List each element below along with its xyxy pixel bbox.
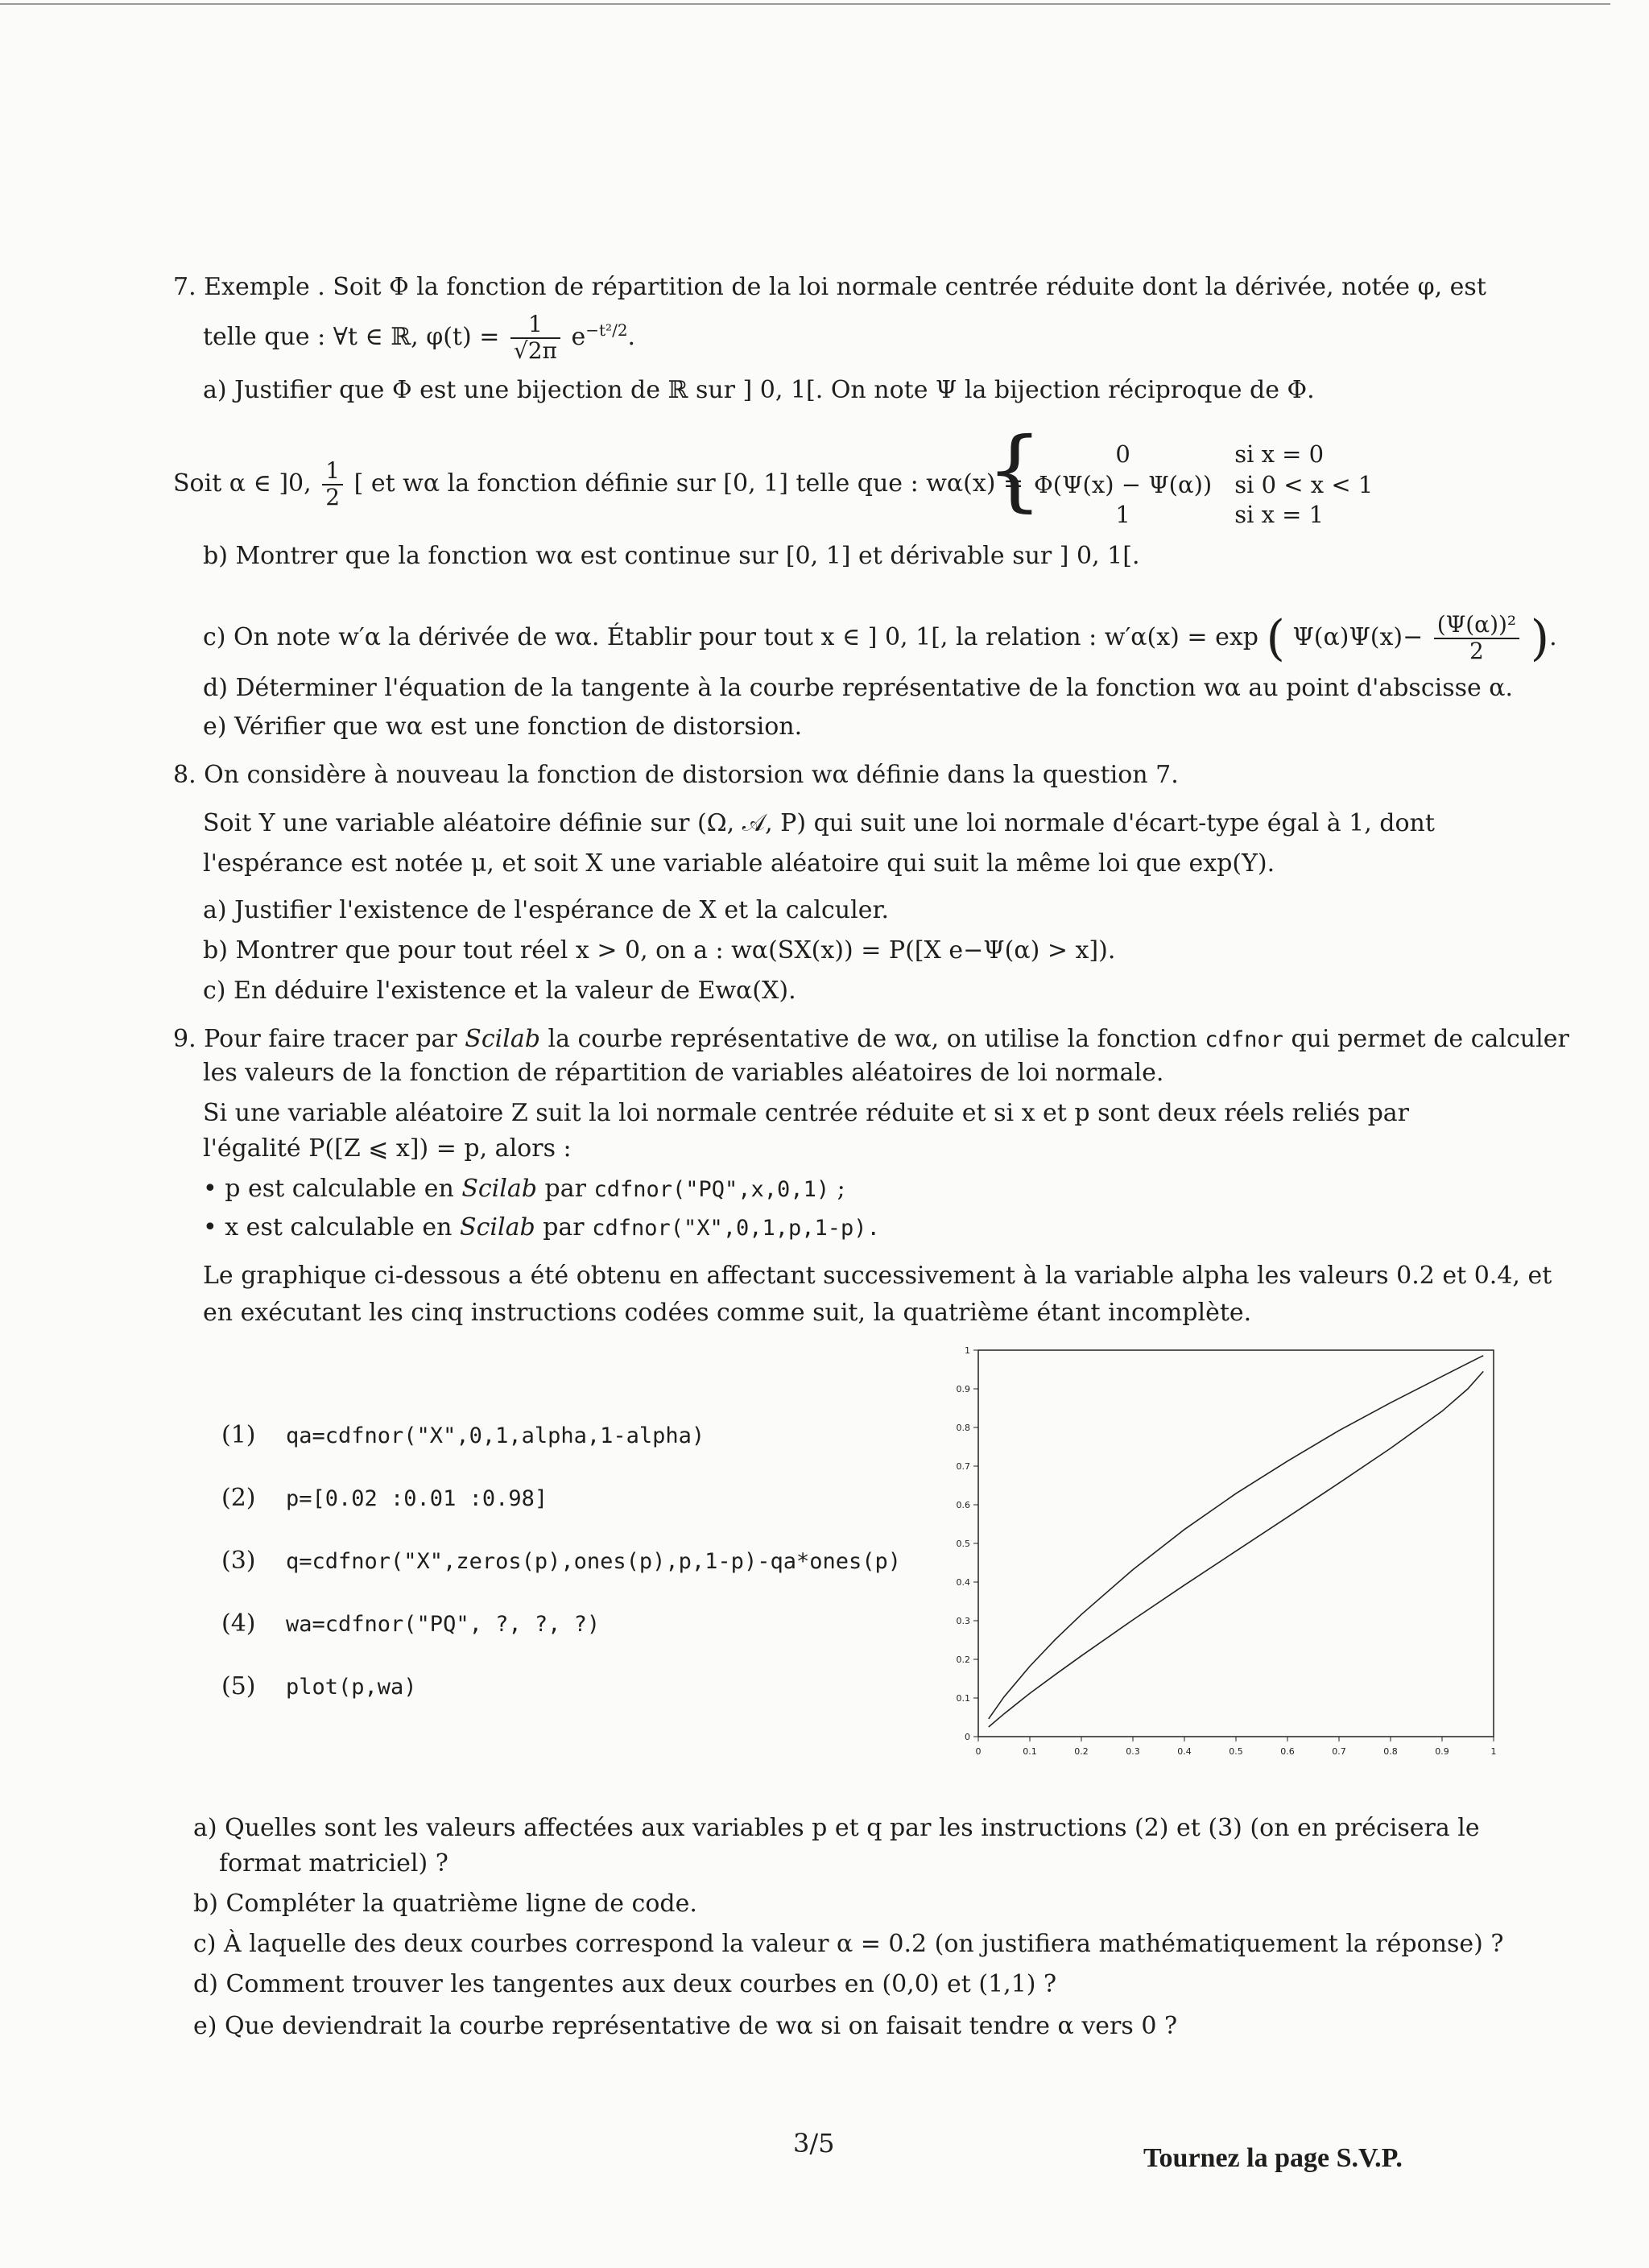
q7-def-fraction <box>322 459 343 510</box>
q7-c-num: (Ψ(α))² <box>1434 613 1519 639</box>
x-tick-label: 1 <box>1490 1746 1497 1757</box>
y-tick-label: 0.1 <box>956 1693 970 1704</box>
case-3-value: 1 <box>1115 501 1130 529</box>
y-tick-label: 0.3 <box>956 1616 970 1626</box>
x-tick-label: 0.2 <box>1074 1746 1089 1757</box>
series-line-2 <box>989 1371 1483 1727</box>
q7-e: e) Vérifier que wα est une fonction de distorsion. <box>203 713 803 741</box>
paren-right: ) <box>1530 610 1550 667</box>
q9-bullet-1-b: par <box>544 1175 586 1203</box>
q7-phi-def-lead: telle que : ∀t ∈ ℝ, φ(t) = <box>203 322 500 351</box>
code-line-text: p=[0.02 :0.01 :0.98] <box>286 1486 548 1511</box>
q8-c: c) En déduire l'existence et la valeur de Ewα(X). <box>203 977 796 1005</box>
q9-z-line-2: l'égalité P([Z ⩽ x]) = p, alors : <box>203 1134 572 1163</box>
q8-y-line-1: Soit Y une variable aléatoire définie sur (Ω, 𝒜, P) qui suit une loi normale d'écart-type égal à 1, dont <box>203 809 1435 837</box>
x-tick-label: 0.6 <box>1280 1746 1295 1757</box>
code-line <box>221 1605 600 1642</box>
code-line-number: (4) <box>221 1609 256 1638</box>
code-line <box>221 1480 548 1516</box>
x-tick-label: 0.7 <box>1332 1746 1346 1757</box>
case-2-value: Φ(Ψ(x) − Ψ(α)) <box>1034 470 1213 498</box>
q9-intro-line-1 <box>173 1021 1569 1057</box>
y-tick-label: 0.7 <box>956 1461 970 1472</box>
q9-bullet-1-end: ; <box>837 1175 845 1203</box>
q9-d: d) Comment trouver les tangentes aux deux courbes en (0,0) et (1,1) ? <box>193 1970 1057 1998</box>
x-tick-label: 0.4 <box>1177 1746 1192 1757</box>
case-3-condition: si x = 1 <box>1234 501 1325 529</box>
turn-page-note: Tournez la page S.V.P. <box>1143 2143 1403 2173</box>
case-row-2 <box>1023 470 1384 501</box>
q9-bullet-2-a: • x est calculable en <box>203 1213 453 1241</box>
x-tick-label: 0.3 <box>1126 1746 1140 1757</box>
q9-cdfnor-code: cdfnor <box>1205 1027 1283 1052</box>
x-tick-label: 0.8 <box>1383 1746 1398 1757</box>
q9-scilab-1: Scilab <box>465 1025 540 1053</box>
q9-intro-1a: 9. Pour faire tracer par <box>173 1025 457 1053</box>
y-tick-label: 0.2 <box>956 1655 970 1665</box>
q9-bullet-1 <box>203 1171 845 1207</box>
series-line-1 <box>989 1356 1483 1719</box>
q8-intro: 8. On considère à nouveau la fonction de distorsion wα définie dans la question 7. <box>173 761 1179 789</box>
q9-graph-line-2: en exécutant les cinq instructions codées comme suit, la quatrième étant incomplète. <box>203 1299 1252 1327</box>
q7-c-lead: c) On note w′α la dérivée de wα. Établir pour tout x ∈ ] 0, 1[, la relation : w′α(x) = exp <box>203 623 1258 651</box>
q7-phi-den: √2π <box>513 337 557 364</box>
q7-intro-line-1: 7. Exemple . Soit Φ la fonction de répartition de la loi normale centrée réduite dont la dérivée, notée φ, est <box>173 273 1486 301</box>
q7-c-fraction <box>1434 613 1519 664</box>
q9-e: e) Que deviendrait la courbe représentative de wα si on faisait tendre α vers 0 ? <box>193 2012 1178 2040</box>
q9-intro-1c: qui permet de calculer <box>1291 1025 1569 1053</box>
q9-bullet-1-code: cdfnor("PQ",x,0,1) <box>593 1177 830 1202</box>
case-1-condition: si x = 0 <box>1234 440 1325 468</box>
q7-b: b) Montrer que la fonction wα est continue sur [0, 1] et dérivable sur ] 0, 1[. <box>203 542 1140 570</box>
q7-c-den: 2 <box>1469 638 1484 664</box>
code-line-number: (5) <box>221 1672 256 1700</box>
q8-y-line-2: l'espérance est notée μ, et soit X une variable aléatoire qui suit la même loi que exp(Y). <box>203 849 1275 878</box>
y-tick-label: 0.9 <box>956 1384 970 1394</box>
q7-cases-table <box>1023 440 1384 531</box>
q9-graph-line-1: Le graphique ci-dessous a été obtenu en affectant successivement à la variable alpha les valeurs 0.2 et 0.4, et <box>203 1262 1552 1290</box>
case-row-3 <box>1023 500 1384 531</box>
q9-c: c) À laquelle des deux courbes correspond la valeur α = 0.2 (on justifiera mathématiquement la réponse) ? <box>193 1930 1504 1958</box>
cases-brace: { <box>986 418 1043 521</box>
x-tick-label: 0.9 <box>1435 1746 1449 1757</box>
q9-bullet-2-scilab: Scilab <box>460 1213 535 1241</box>
q7-def-den: 2 <box>325 483 341 510</box>
y-tick-label: 1 <box>965 1345 970 1356</box>
code-line-number: (3) <box>221 1547 256 1575</box>
q9-bullet-2-b: par <box>543 1213 585 1241</box>
q7-exp-power: −t²/2 <box>585 320 628 340</box>
x-tick-label: 0.5 <box>1229 1746 1243 1757</box>
q7-def-num: 1 <box>322 459 343 485</box>
q9-bullet-2-code: cdfnor("X",0,1,p,1-p). <box>592 1216 880 1241</box>
q7-definition <box>173 459 1023 510</box>
q9-intro-line-2: les valeurs de la fonction de répartition de variables aléatoires de loi normale. <box>203 1059 1164 1087</box>
case-row-1 <box>1023 440 1384 470</box>
q9-z-line-1: Si une variable aléatoire Z suit la loi normale centrée réduite et si x et p sont deux réels reliés par <box>203 1099 1410 1127</box>
q7-c: c) On note w′α la dérivée de wα. Établir pour tout x ∈ ] 0, 1[, la relation : w′α(x) = exp ( Ψ(α)Ψ(x)− $\frac{\text{(Ψ(α))²}}{2}$ ). <box>203 610 1557 667</box>
q7-def-lead: Soit α ∈ ]0, <box>173 469 312 498</box>
q9-a-line-2: format matriciel) ? <box>219 1849 448 1878</box>
code-line <box>221 1543 901 1579</box>
q7-def-mid: [ et wα la fonction définie sur [0, 1] telle que : wα(x) = <box>353 469 1024 498</box>
code-line-text: plot(p,wa) <box>286 1675 417 1700</box>
y-tick-label: 0 <box>965 1732 970 1742</box>
code-line <box>221 1417 705 1453</box>
q7-d: d) Déterminer l'équation de la tangente à la courbe représentative de la fonction wα au point d'abscisse α. <box>203 674 1514 702</box>
page-number: 3/5 <box>793 2128 835 2159</box>
q9-intro-1b: la courbe représentative de wα, on utilise la fonction <box>548 1025 1197 1053</box>
q9-b: b) Compléter la quatrième ligne de code. <box>193 1890 697 1918</box>
q7-phi-fraction <box>510 312 560 364</box>
code-line-number: (1) <box>221 1421 256 1449</box>
q7-intro-line-2: telle que : ∀t ∈ ℝ, φ(t) = $\frac{1}{√2\pi}$ $e^{-t^2/2}$. <box>203 311 636 364</box>
top-border <box>0 3 1610 5</box>
case-1-value: 0 <box>1115 440 1130 468</box>
q9-bullet-1-scilab: Scilab <box>461 1175 537 1203</box>
code-line <box>221 1668 417 1704</box>
q7-exp-base: e <box>571 322 586 351</box>
y-tick-label: 0.6 <box>956 1500 970 1510</box>
wa-chart <box>938 1341 1514 1775</box>
y-tick-label: 0.4 <box>956 1577 970 1588</box>
q7-a: a) Justifier que Φ est une bijection de ℝ sur ] 0, 1[. On note Ψ la bijection réciproque de Φ. <box>203 376 1315 404</box>
x-tick-label: 0 <box>975 1746 982 1757</box>
q7-phi-num: 1 <box>510 312 560 339</box>
q9-bullet-1-a: • p est calculable en <box>203 1175 454 1203</box>
q8-b: b) Montrer que pour tout réel x > 0, on a : wα(SX(x)) = P([X e−Ψ(α) > x]). <box>203 936 1116 965</box>
q8-a: a) Justifier l'existence de l'espérance de X et la calculer. <box>203 896 890 924</box>
q9-bullet-2 <box>203 1209 880 1246</box>
code-line-text: qa=cdfnor("X",0,1,alpha,1-alpha) <box>286 1423 705 1448</box>
y-tick-label: 0.8 <box>956 1423 970 1433</box>
q9-a-line-1: a) Quelles sont les valeurs affectées aux variables p et q par les instructions (2) et (3) (on en précisera le <box>193 1814 1480 1842</box>
x-tick-label: 0.1 <box>1023 1746 1037 1757</box>
case-2-condition: si 0 < x < 1 <box>1234 470 1374 498</box>
y-tick-label: 0.5 <box>956 1539 970 1549</box>
q7-c-expr: Ψ(α)Ψ(x)− <box>1292 623 1424 651</box>
plot-frame <box>978 1350 1494 1737</box>
code-line-text: q=cdfnor("X",zeros(p),ones(p),p,1-p)-qa*ones(p) <box>286 1549 902 1574</box>
paren-left: ( <box>1266 610 1285 667</box>
code-line-number: (2) <box>221 1484 256 1512</box>
code-line-text: wa=cdfnor("PQ", ?, ?, ?) <box>286 1612 601 1637</box>
